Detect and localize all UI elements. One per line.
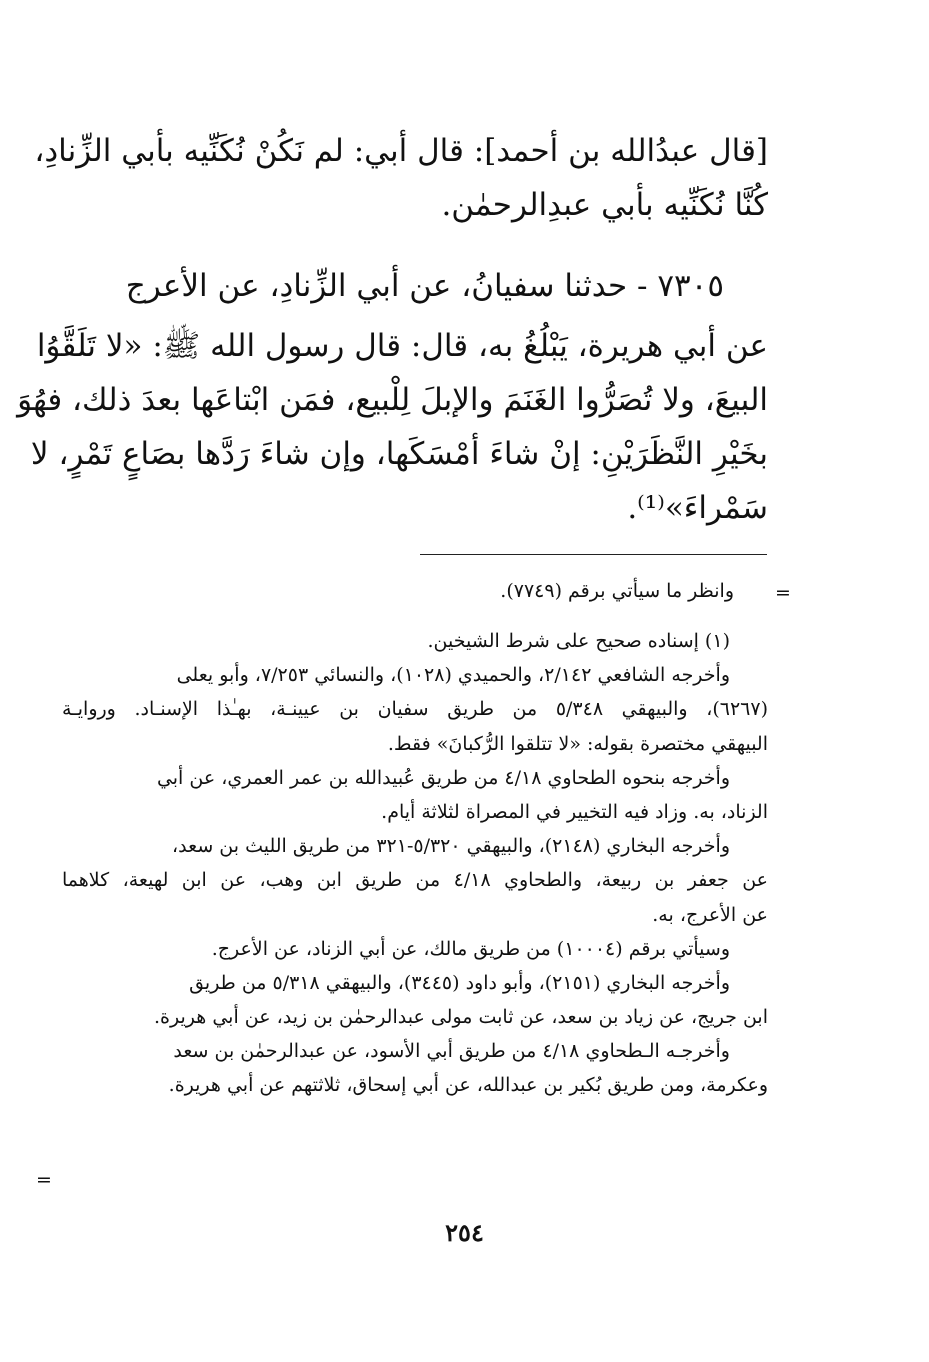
page-number: ٢٥٤ [445,1218,484,1247]
footnote-line: عن الأعرج، به. [652,903,768,926]
footnote-line: وعكرمة، ومن طريق بُكير بن عبدالله، عن أبي إسحاق، ثلاثتهم عن أبي هريرة. [168,1074,768,1097]
main-text-block [34,124,768,232]
main-line: كُنَّا نُكَنِّيه بأبي عبدِالرحمٰن. [441,187,768,223]
footnote-line: وأخرجـه الـطحاوي ٤/١٨ من طريق أبي الأسود، عن عبدالرحمٰن بن سعد [173,1040,730,1063]
main-line: بخَيْرِ النَّظَرَيْنِ: إنْ شاءَ أمْسَكَها، وإن شاءَ رَدَّها بصَاعٍ تَمْرٍ، لا [30,436,768,472]
footnotes-block [62,624,768,1103]
footnote-line: البيهقي مختصرة بقوله: «لا تتلقوا الرُّكبانَ» فقط. [387,732,768,755]
footnote-line: ابن جريج، عن زياد بن سعد، عن ثابت مولى عبدالرحمٰن بن زيد، عن أبي هريرة. [154,1006,768,1029]
hadith-number-line: ٧٣٠٥ - حدثنا سفيانُ، عن أبي الزِّنادِ، عن الأعرج [125,268,724,304]
main-line: البيعَ، ولا تُصَرُّوا الغَنَمَ والإبلَ لِلْبيع، فمَن ابْتاعَها بعدَ ذلك، فهُوَ [17,382,768,418]
footnote-line: وانظر ما سيأتي برقم (٧٧٤٩). [500,580,734,602]
footnote-line: وسيأتي برقم (١٠٠٠٤) من طريق مالك، عن أبي الزناد، عن الأعرج. [211,937,730,960]
footnote-line: الزناد، به. وزاد فيه التخيير في المصراة لثلاثة أيام. [381,800,768,823]
footnote-line: وأخرجه البخاري (٢١٤٨)، والبيهقي ٥/٣٢٠-٣٢١ من طريق الليث بن سعد، [172,835,730,858]
footnote-line: (٦٢٦٧)، والبيهقي ٥/٣٤٨ من طريق سفيان بن عيينـة، بهـٰذا الإسنـاد. وروايـة [62,698,768,721]
hadith-header [72,259,724,313]
footnote-line: عن جعفر بن ربيعة، والطحاوي ٤/١٨ من طريق ابن وهب، عن ابن لهيعة، كلاهما [62,869,769,892]
main-line: عن أبي هريرة، يَبْلُغُ به، قال: قال رسول الله ﷺ: «لا تَلَقَّوُا [36,328,768,364]
footnote-continuation [62,574,734,608]
main-line: [قال عبدُالله بن أحمد]: قال أبي: لم نَكُنْ نُكَنِّيه بأبي الزِّنادِ، [34,133,768,169]
continuation-mark: = [775,582,791,604]
end-continuation-mark: = [36,1169,52,1191]
footnote-line: (١) إسناده صحيح على شرط الشيخين. [427,630,730,652]
footnote-separator [420,554,767,555]
footnote-line: وأخرجه بنحوه الطحاوي ٤/١٨ من طريق عُبيدالله بن عمر العمري، عن أبي [156,766,730,789]
main-line: سَمْراءَ»⁽¹⁾. [627,490,768,526]
hadith-text [17,319,768,535]
footnote-line: وأخرجه البخاري (٢١٥١)، وأبو داود (٣٤٤٥)، والبيهقي ٥/٣١٨ من طريق [189,971,730,994]
footnote-line: وأخرجه الشافعي ٢/١٤٢، والحميدي (١٠٢٨)، والنسائي ٧/٢٥٣، وأبو يعلى [176,664,730,687]
